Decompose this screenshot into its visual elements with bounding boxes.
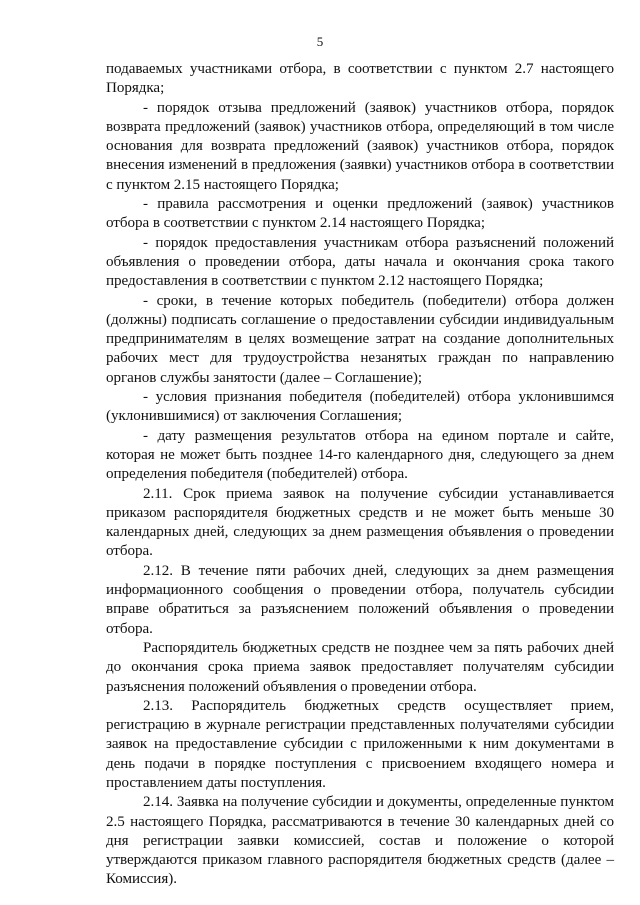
clause-2-14: 2.14. Заявка на получение субсидии и документы, определенные пунктом 2.5 настоящего Порядка, рассматриваются в течение 30 календарных дней со дня регистрации заявки комиссией, состав и положение о которой утверждаются приказом главного распорядителя бюджетных средств (далее – Комиссия). — [106, 794, 614, 888]
clause-2-13: 2.13. Распорядитель бюджетных средств осуществляет прием, регистрацию в журнале регистрации представленных получателями субсидии заявок на предоставление субсидии с приложенными к ним документами в день подачи в порядке поступления с присвоением входящего номера и проставлением даты поступления. — [106, 697, 614, 791]
page-number: 5 — [316, 34, 324, 49]
list-item-evaluation-rules: - правила рассмотрения и оценки предложений (заявок) участников отбора в соответствии с пунктом 2.14 настоящего Порядка; — [106, 196, 614, 232]
list-item-withdrawal-procedure: - порядок отзыва предложений (заявок) участников отбора, порядок возврата предложений (заявок) участников отбора, определяющий в том числе основания для возврата предложений (заявок) участников отбора, порядок внесения изменений в предложения (заявки) участников отбора в соответствии с пунктом 2.15 настоящего Порядка; — [106, 99, 614, 193]
document-body — [106, 60, 614, 890]
clause-2-12-continued: Распорядитель бюджетных средств не позднее чем за пять рабочих дней до окончания срока приема заявок предоставляет получателям субсидии разъяснения положений объявления о проведении отбора. — [106, 639, 614, 695]
list-item-clarification-procedure: - порядок предоставления участникам отбора разъяснений положений объявления о проведении отбора, даты начала и окончания срока такого предоставления в соответствии с пунктом 2.12 настоящего Порядка; — [106, 234, 614, 290]
list-item-signing-terms: - сроки, в течение которых победитель (победители) отбора должен (должны) подписать соглашение о предоставлении субсидии индивидуальным предпринимателям в целях возмещение затрат на создание дополнительных рабочих мест для трудоустройства незанятых граждан по направлению органов службы занятости (далее – Соглашение); — [106, 292, 614, 386]
list-item-evasion-conditions: - условия признания победителя (победителей) отбора уклонившимся (уклонившимися) от заключения Соглашения; — [106, 389, 614, 425]
list-item-results-date: - дату размещения результатов отбора на едином портале и сайте, которая не может быть позднее 14-го календарного дня, следующего за днем определения победителя (победителей) отбора. — [106, 427, 614, 483]
clause-2-11: 2.11. Срок приема заявок на получение субсидии устанавливается приказом распорядителя бюджетных средств и не может быть меньше 30 календарных дней, следующих за днем размещения объявления о проведении отбора. — [106, 485, 614, 560]
paragraph-continuation: подаваемых участниками отбора, в соответствии с пунктом 2.7 настоящего Порядка; — [106, 61, 614, 97]
clause-2-12: 2.12. В течение пяти рабочих дней, следующих за днем размещения информационного сообщения о проведении отбора, получатель субсидии вправе обратиться за разъяснением положений объявления о проведении отбора. — [106, 562, 614, 637]
